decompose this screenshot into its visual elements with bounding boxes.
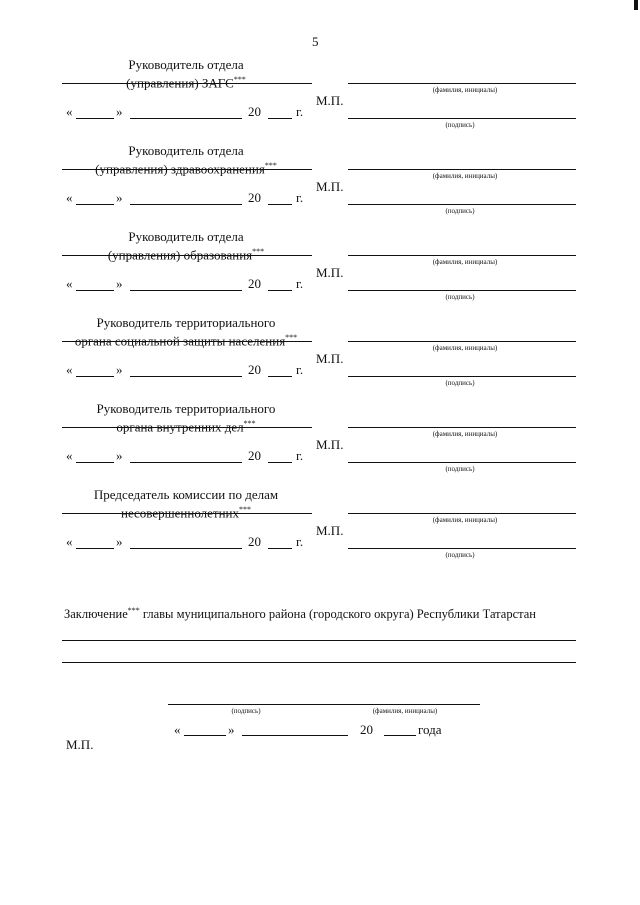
year-field[interactable]	[268, 290, 292, 291]
block-title-line1: Руководитель территориального	[96, 315, 276, 330]
year-suffix: г.	[296, 276, 304, 291]
signature-caption: (подпись)	[445, 207, 475, 215]
year-field[interactable]	[268, 118, 292, 119]
name-line[interactable]	[348, 513, 576, 514]
year-field[interactable]	[268, 204, 292, 205]
year-suffix: г.	[296, 190, 304, 205]
mp-label: М.П.	[316, 523, 344, 538]
block-title-text: (управления) здравоохранения	[95, 161, 265, 177]
footer-year-field[interactable]	[384, 735, 416, 736]
year-field[interactable]	[268, 376, 292, 377]
year-suffix: г.	[296, 534, 304, 549]
conclusion-text: главы муниципального района (городского округа) Республики Татарстан	[139, 607, 536, 622]
open-quote: «	[66, 362, 73, 377]
day-field[interactable]	[76, 204, 114, 205]
footnote-mark: ***	[239, 505, 252, 514]
footer-year-suffix: года	[418, 722, 442, 737]
footer-year-prefix: 20	[360, 722, 373, 737]
signature-line[interactable]	[348, 462, 576, 463]
block-title-text: органа социальной защиты населения	[74, 333, 286, 349]
block-title-line2	[60, 244, 312, 262]
name-line[interactable]	[348, 83, 576, 84]
year-prefix: 20	[248, 276, 261, 291]
name-line[interactable]	[348, 255, 576, 256]
footer-day-field[interactable]	[184, 735, 226, 736]
footer-close-quote: »	[228, 722, 235, 737]
conclusion-line-2[interactable]	[62, 662, 576, 663]
name-caption: (фамилия, инициалы)	[432, 258, 498, 266]
footer-month-field[interactable]	[242, 735, 348, 736]
title-underline	[62, 427, 312, 428]
footer-signature-line[interactable]	[168, 704, 480, 705]
conclusion-line-1[interactable]	[62, 640, 576, 641]
block-title-line2	[60, 502, 312, 520]
block-title-line1: Руководитель отдела	[128, 229, 244, 244]
signature-line[interactable]	[348, 548, 576, 549]
mp-label: М.П.	[316, 179, 344, 194]
open-quote: «	[66, 104, 73, 119]
year-prefix: 20	[248, 534, 261, 549]
block-title-line2	[60, 330, 312, 348]
name-line[interactable]	[348, 341, 576, 342]
year-prefix: 20	[248, 448, 261, 463]
day-field[interactable]	[76, 376, 114, 377]
title-underline	[62, 169, 312, 170]
year-suffix: г.	[296, 448, 304, 463]
footnote-mark: ***	[233, 75, 246, 84]
signature-caption: (подпись)	[445, 121, 475, 129]
title-underline	[62, 83, 312, 84]
year-prefix: 20	[248, 190, 261, 205]
mp-label: М.П.	[316, 351, 344, 366]
close-quote: »	[116, 448, 123, 463]
footnote-mark: ***	[252, 247, 265, 256]
name-line[interactable]	[348, 427, 576, 428]
day-field[interactable]	[76, 462, 114, 463]
close-quote: »	[116, 362, 123, 377]
block-title-text: органа внутренних дел	[116, 419, 244, 435]
open-quote: «	[66, 534, 73, 549]
month-field[interactable]	[130, 204, 242, 205]
block-title-line2	[60, 72, 312, 90]
mp-label: М.П.	[316, 265, 344, 280]
signature-caption: (подпись)	[445, 465, 475, 473]
footer-name-caption: (фамилия, инициалы)	[372, 707, 438, 715]
day-field[interactable]	[76, 548, 114, 549]
close-quote: »	[116, 276, 123, 291]
mp-label: М.П.	[316, 93, 344, 108]
close-quote: »	[116, 104, 123, 119]
footnote-mark: ***	[243, 419, 256, 428]
signature-caption: (подпись)	[445, 551, 475, 559]
conclusion-heading	[64, 606, 536, 622]
month-field[interactable]	[130, 462, 242, 463]
footer-mp: М.П.	[66, 737, 94, 752]
conclusion-mark: ***	[127, 606, 140, 615]
block-title-text: несовершеннолетних	[120, 505, 240, 521]
day-field[interactable]	[76, 290, 114, 291]
year-prefix: 20	[248, 104, 261, 119]
conclusion-word: Заключение	[64, 607, 128, 622]
signature-line[interactable]	[348, 290, 576, 291]
year-field[interactable]	[268, 462, 292, 463]
month-field[interactable]	[130, 376, 242, 377]
signature-line[interactable]	[348, 118, 576, 119]
footer-signature-caption: (подпись)	[231, 707, 261, 715]
footnote-mark: ***	[264, 161, 277, 170]
block-title-line1: Руководитель отдела	[128, 57, 244, 72]
name-caption: (фамилия, инициалы)	[432, 344, 498, 352]
block-title-line2	[60, 416, 312, 434]
signature-line[interactable]	[348, 376, 576, 377]
year-prefix: 20	[248, 362, 261, 377]
block-title-text: (управления) ЗАГС	[126, 75, 234, 91]
day-field[interactable]	[76, 118, 114, 119]
month-field[interactable]	[130, 118, 242, 119]
name-caption: (фамилия, инициалы)	[432, 430, 498, 438]
month-field[interactable]	[130, 290, 242, 291]
name-caption: (фамилия, инициалы)	[432, 172, 498, 180]
name-caption: (фамилия, инициалы)	[432, 86, 498, 94]
footer-open-quote: «	[174, 722, 181, 737]
title-underline	[62, 255, 312, 256]
signature-caption: (подпись)	[445, 379, 475, 387]
open-quote: «	[66, 190, 73, 205]
open-quote: «	[66, 448, 73, 463]
footnote-mark: ***	[285, 333, 298, 342]
close-quote: »	[116, 534, 123, 549]
block-title-line1: Председатель комиссии по делам	[93, 487, 279, 502]
scan-corner-mark	[634, 0, 638, 10]
block-title-text: (управления) образования	[107, 247, 253, 263]
year-suffix: г.	[296, 104, 304, 119]
year-field[interactable]	[268, 548, 292, 549]
title-underline	[62, 513, 312, 514]
block-title-line2	[60, 158, 312, 176]
block-title-line1: Руководитель отдела	[128, 143, 244, 158]
title-underline	[62, 341, 312, 342]
mp-label: М.П.	[316, 437, 344, 452]
close-quote: »	[116, 190, 123, 205]
block-title-line1: Руководитель территориального	[96, 401, 276, 416]
page-number: 5	[312, 34, 319, 49]
year-suffix: г.	[296, 362, 304, 377]
signature-caption: (подпись)	[445, 293, 475, 301]
open-quote: «	[66, 276, 73, 291]
name-line[interactable]	[348, 169, 576, 170]
name-caption: (фамилия, инициалы)	[432, 516, 498, 524]
month-field[interactable]	[130, 548, 242, 549]
signature-line[interactable]	[348, 204, 576, 205]
